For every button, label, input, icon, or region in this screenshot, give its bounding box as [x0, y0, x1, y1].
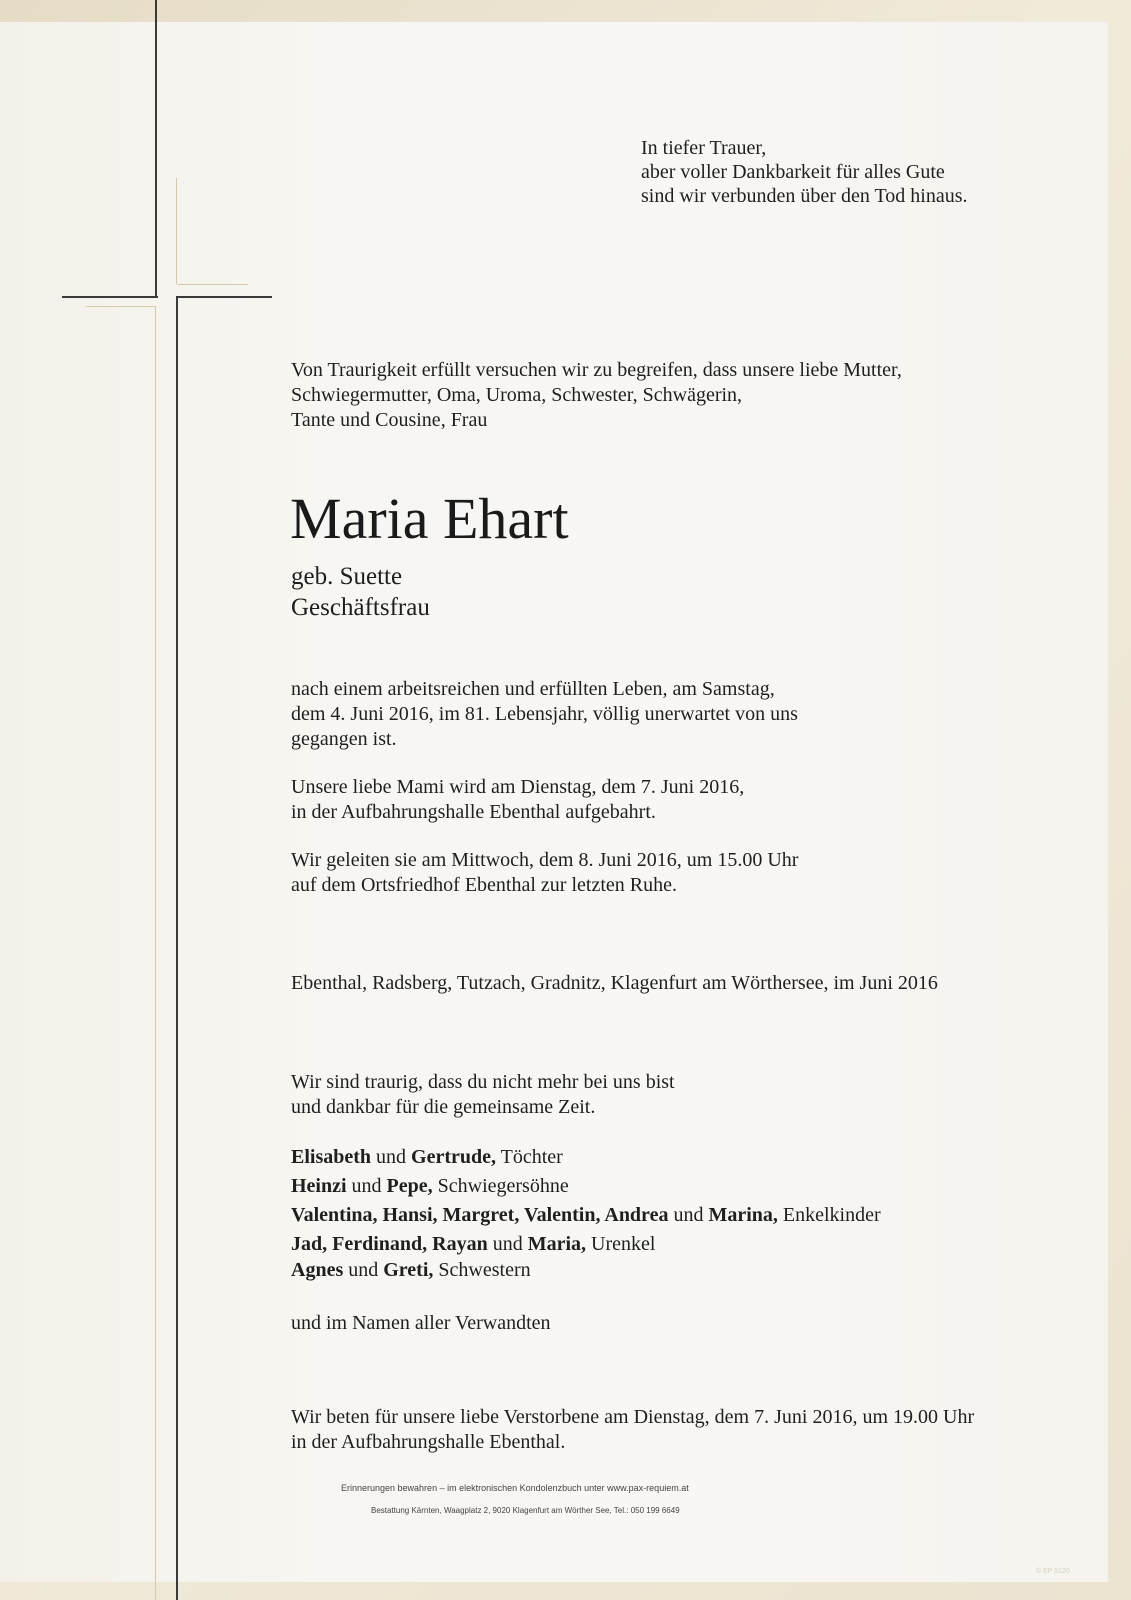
death-text-line: nach einem arbeitsreichen und erfüllten Leben, am Samstag,	[291, 678, 775, 700]
mourner-row	[291, 1232, 655, 1257]
relation: Schwiegersöhne	[432, 1175, 569, 1197]
mourner-names: Greti,	[383, 1259, 434, 1281]
mourner-row	[291, 1203, 881, 1228]
relatives-line: und im Namen aller Verwandten	[291, 1312, 551, 1334]
intro-line: Schwiegermutter, Oma, Uroma, Schwester, Schwägerin,	[291, 384, 743, 406]
mourner-names: Gertrude,	[411, 1146, 497, 1168]
motto-line: In tiefer Trauer,	[641, 137, 767, 159]
relation: Schwestern	[433, 1259, 531, 1281]
viewing-line: in der Aufbahrungshalle Ebenthal aufgebahrt.	[291, 801, 656, 823]
mourner-names: Valentina, Hansi, Margret, Valentin, Andrea	[291, 1204, 669, 1226]
conjunction: und	[346, 1175, 387, 1197]
profession: Geschäftsfrau	[291, 594, 430, 621]
relation: Urenkel	[586, 1233, 656, 1255]
prayer-line: Wir beten für unsere liebe Verstorbene am Dienstag, dem 7. Juni 2016, um 19.00 Uhr	[291, 1406, 975, 1428]
funeral-line: auf dem Ortsfriedhof Ebenthal zur letzten Ruhe.	[291, 874, 677, 896]
farewell-line: Wir sind traurig, dass du nicht mehr bei uns bist	[291, 1071, 675, 1093]
relation: Enkelkinder	[777, 1204, 881, 1226]
conjunction: und	[487, 1233, 528, 1255]
relation: Töchter	[496, 1146, 563, 1168]
motto-line: sind wir verbunden über den Tod hinaus.	[641, 185, 968, 207]
footer-condolence: Erinnerungen bewahren – im elektronischen Kondolenzbuch unter www.pax-requiem.at	[341, 1483, 689, 1493]
mourner-names: Heinzi	[291, 1175, 347, 1197]
mourner-names: Jad, Ferdinand, Rayan	[291, 1233, 488, 1255]
mourner-row	[291, 1145, 563, 1170]
intro-line: Von Traurigkeit erfüllt versuchen wir zu begreifen, dass unsere liebe Mutter,	[291, 359, 902, 381]
conjunction: und	[343, 1259, 384, 1281]
death-text-line: gegangen ist.	[291, 728, 397, 750]
death-text-line: dem 4. Juni 2016, im 81. Lebensjahr, völlig unerwartet von uns	[291, 703, 798, 725]
conjunction: und	[668, 1204, 709, 1226]
footer-company: Bestattung Kärnten, Waagplatz 2, 9020 Klagenfurt am Wörther See, Tel.: 050 199 6649	[371, 1506, 680, 1515]
mourner-row	[291, 1174, 569, 1199]
mourner-names: Elisabeth	[291, 1146, 372, 1168]
mourner-row	[291, 1258, 531, 1283]
mourner-names: Marina,	[708, 1204, 778, 1226]
viewing-line: Unsere liebe Mami wird am Dienstag, dem 7. Juni 2016,	[291, 776, 745, 798]
mourner-names: Agnes	[291, 1259, 344, 1281]
prayer-line: in der Aufbahrungshalle Ebenthal.	[291, 1431, 566, 1453]
birth-name: geb. Suette	[291, 563, 403, 590]
mourner-names: Pepe,	[386, 1175, 433, 1197]
place-date: Ebenthal, Radsberg, Tutzach, Gradnitz, Klagenfurt am Wörthersee, im Juni 2016	[291, 972, 938, 994]
intro-line: Tante und Cousine, Frau	[291, 409, 488, 431]
farewell-line: und dankbar für die gemeinsame Zeit.	[291, 1096, 596, 1118]
conjunction: und	[371, 1146, 412, 1168]
document-code: © EP 5120	[1036, 1568, 1070, 1575]
motto-line: aber voller Dankbarkeit für alles Gute	[641, 161, 945, 183]
mourner-names: Maria,	[527, 1233, 587, 1255]
deceased-name: Maria Ehart	[290, 486, 569, 551]
funeral-line: Wir geleiten sie am Mittwoch, dem 8. Juni 2016, um 15.00 Uhr	[291, 849, 799, 871]
